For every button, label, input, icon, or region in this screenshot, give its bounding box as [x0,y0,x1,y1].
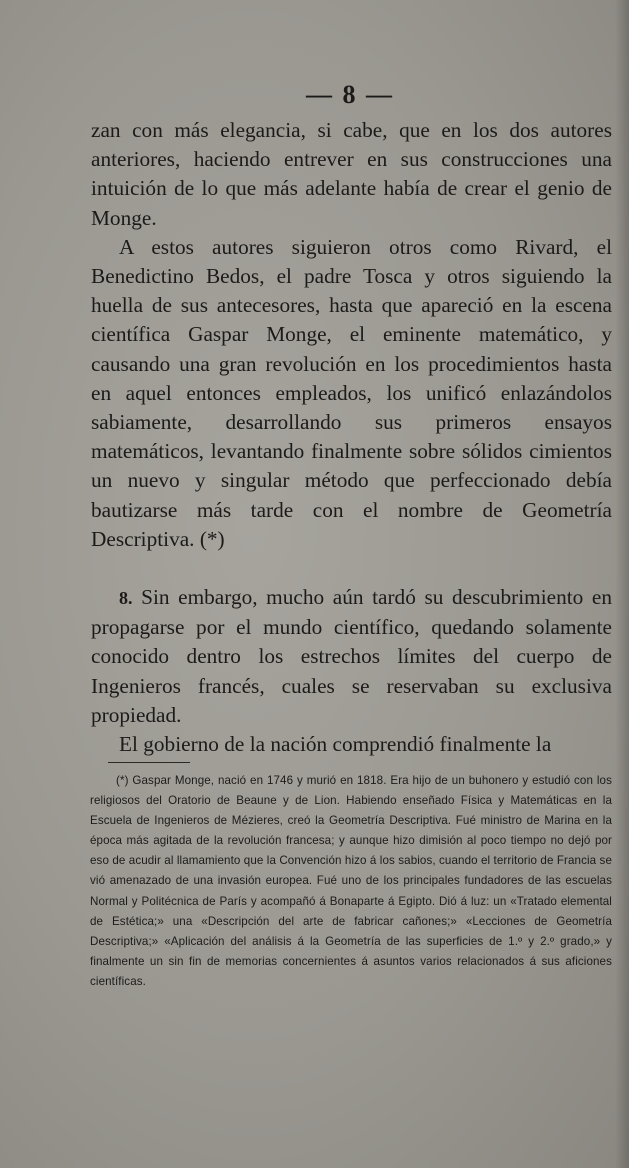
main-text [91,116,612,759]
paragraph-antecessors: A estos autores siguieron otros como Rivard, el Benedictino Bedos, el padre Tosca y otros siguiendo la huella de sus antecesores, hasta que apareció en la escena científica Gaspar Monge, el eminente matemático, y causando una gran revolución en los procedimientos hasta en aquel entonces empleados, los unificó enlazándolos sabiamente, desarrollando sus primeros ensayos matemáticos, levantando finalmente sobre sólidos cimientos un nuevo y singular método que perfeccionado debía bautizarse más tarde con el nombre de Geometría Descriptiva. (*) [91,234,612,551]
page-edge-shadow [615,0,629,1168]
footnote-divider [108,762,190,763]
section-number: 8. [119,588,133,609]
section-8-text: Sin embargo, mucho aún tardó su descubrimiento en propagarse por el mundo científico, quedando solamente conocido dentro los estrechos límites del cuerpo de Ingenieros francés, cuales se reservaban su exclusiva propiedad. [91,585,612,727]
page-number: — 8 — [306,80,394,109]
footnote [90,771,612,992]
paragraph-government: El gobierno de la nación comprendió finalmente la [119,732,552,757]
footnote-text: (*) Gaspar Monge, nació en 1746 y murió en 1818. Era hijo de un buhonero y estudió con los religiosos del Oratorio de Beaune y de Lion. Habiendo enseñado Física y Matemáticas en la Escuela de Ingenieros de Mézieres, creó la Geometría Descriptiva. Fué ministro de Marina en la época más agitada de la revolución francesa; y aunque hizo dimisión al poco tiempo no dejó por eso de acudir al llamamiento que la Convención hizo á los sabios, cuando el territorio de Francia se vió amenazado de una invasión europea. Fué uno de los principales fundadores de las escuelas Normal y Politécnica de París y acompañó á Bonaparte á Egipto. Dió á luz: un «Tratado elemental de Estética;» una «Descripción del arte de fabricar cañones;» «Lecciones de Geometría Descriptiva;» «Aplicación del análisis á la Geometría de las superficies de 1.º y 2.º grado,» y finalmente un sin fin de memorias concernientes á asuntos varios relacionados á sus aficiones científicas. [90,774,612,988]
paragraph-continued: zan con más elegancia, si cabe, que en los dos autores anteriores, haciendo entrever en sus construcciones una intuición de lo que más adelante había de crear el genio de Monge. [91,118,612,230]
section-8-paragraph [91,583,612,730]
